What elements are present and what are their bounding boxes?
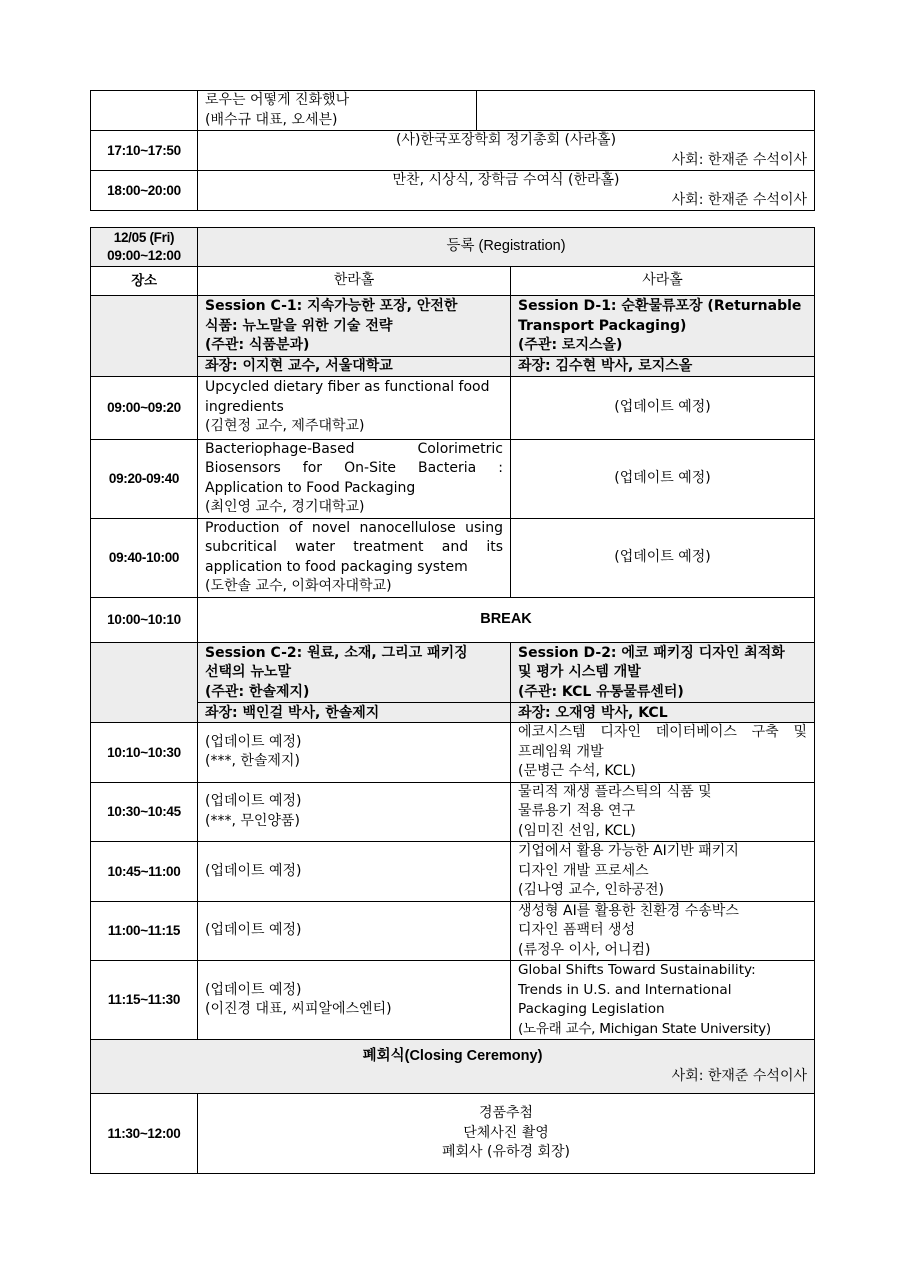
break-cell [198,597,815,642]
talk-title-line: application to food packaging system [205,558,468,575]
time-cell: 10:30~10:45 [91,782,198,842]
session-d1-chair: 좌장: 김수현 박사, 로지스올 [511,356,815,376]
session-c2-title [198,642,511,703]
session-d2-chair: 좌장: 오재영 박사, KCL [511,703,815,723]
table-row [91,642,815,703]
time-cell: 11:15~11:30 [91,961,198,1040]
session-title-line: 식품: 뉴노말을 위한 기술 전략 [205,317,393,334]
table-row [91,597,815,642]
table-row [91,1094,815,1174]
session-time-cell [91,296,198,377]
time-cell: 09:40-10:00 [91,518,198,597]
registration-time: 09:00~12:00 [107,248,181,263]
session-time-cell [91,642,198,723]
program-speaker: (배수규 대표, 오세븐) [205,111,338,128]
talk-cell: (업데이트 예정) [511,518,815,597]
talk-title-line: Global Shifts Toward Sustainability: [518,962,756,978]
event-host: 사회: 한재준 수석이사 [671,191,807,208]
time-cell: 10:10~10:30 [91,723,198,783]
registration-cell [198,228,815,267]
venue-label: 장소 [91,267,198,296]
session-d1-title [511,296,815,357]
table-row [91,961,815,1040]
table-row [91,91,815,131]
talk-cell [511,842,815,902]
table-row [91,723,815,783]
table-row [91,228,815,267]
talk-speaker: (최인영 교수, 경기대학교) [205,499,365,515]
talk-title-line: 에코시스템 디자인 데이터베이스 구축 및 [518,724,808,740]
talk-speaker: (***, 무인양품) [205,812,300,829]
day-schedule-table [90,227,815,1174]
table-row [91,901,815,961]
talk-title-line: Packaging Legislation [518,1001,665,1017]
session-title-line: 및 평가 시스템 개발 [518,664,641,680]
closing-item: 폐회사 (유하경 회장) [441,1144,571,1161]
talk-title-line: (업데이트 예정) [205,922,302,938]
talk-cell [511,901,815,961]
talk-title-line: Application to Food Packaging [205,479,416,496]
table-row [91,842,815,902]
closing-header-cell [91,1040,815,1094]
table-row [91,703,815,723]
time-cell [91,91,198,131]
session-title-line: Session C-1: 지속가능한 포장, 안전한 [205,298,458,314]
session-title-line: Transport Packaging) [518,317,687,334]
event-title: (사)한국포장학회 정기총회 (사라홀) [395,132,617,148]
talk-cell [511,961,815,1040]
event-host: 사회: 한재준 수석이사 [671,151,807,168]
session-c2-chair: 좌장: 백인걸 박사, 한솔제지 [198,703,511,723]
time-cell: 09:20-09:40 [91,439,198,518]
event-cell [198,131,815,171]
session-title-line: Session D-2: 에코 패키징 디자인 최적화 [518,644,785,661]
talk-cell: (업데이트 예정) [511,439,815,518]
table-row [91,296,815,357]
talk-speaker: (문병근 수석, KCL) [518,763,636,779]
talk-cell [198,518,511,597]
time-cell: 11:00~11:15 [91,901,198,961]
time-cell: 10:00~10:10 [91,597,198,642]
talk-cell [198,961,511,1040]
talk-speaker: (도한솔 교수, 이화여자대학교) [205,578,392,594]
talk-speaker: (***, 한솔제지) [205,753,300,770]
talk-title-line: 프레임웍 개발 [518,743,604,760]
talk-cell [198,782,511,842]
registration-label: 등록 (Registration) [446,238,566,255]
talk-cell [198,376,511,439]
session-d2-title [511,642,815,703]
talk-title-line: 디자인 개발 프로세스 [518,862,649,879]
talk-title-line: (업데이트 예정) [205,733,302,750]
previous-day-schedule-table [90,90,815,211]
talk-title-line: (업데이트 예정) [205,793,302,810]
session-organizer: (주관: KCL 유통물류센터) [518,683,684,700]
talk-title-line: 물류용기 적용 연구 [518,803,636,819]
talk-speaker: (김나영 교수, 인하공전) [518,882,664,898]
session-title-line: Session C-2: 원료, 소재, 그리고 패키징 [205,644,468,661]
table-row [91,356,815,376]
closing-items-cell [198,1094,815,1174]
talk-cell [511,782,815,842]
talk-title-line: Production of novel nanocellulose using [205,519,503,536]
talk-speaker: (임미진 선임, KCL) [518,822,636,839]
venue-b: 사라홀 [511,267,815,296]
program-cell [198,91,477,131]
talk-speaker: (김현정 교수, 제주대학교) [205,418,365,435]
session-organizer: (주관: 한솔제지) [205,683,310,700]
break-label: BREAK [480,610,532,627]
talk-cell [198,723,511,783]
talk-cell [198,842,511,902]
talk-title-line: Bacteriophage-Based Colorimetric [205,440,503,457]
talk-cell [198,901,511,961]
table-row [91,131,815,171]
talk-cell [198,439,511,518]
talk-title-line: Upcycled dietary fiber as functional food [205,379,490,396]
table-row [91,267,815,296]
talk-title-line: (업데이트 예정) [205,862,302,879]
table-row [91,376,815,439]
talk-speaker: (이진경 대표, 씨피알에스엔티) [205,1001,392,1017]
time-cell: 17:10~17:50 [91,131,198,171]
event-cell [198,171,815,211]
talk-title-line: 생성형 AI를 활용한 친환경 수송박스 [518,902,739,919]
talk-title-line: Biosensors for On-Site Bacteria : [205,460,503,476]
table-row [91,1040,815,1094]
time-cell: 11:30~12:00 [91,1094,198,1174]
table-row [91,518,815,597]
talk-title-line: subcritical water treatment and its [205,539,503,555]
closing-item: 경품추첨 [478,1105,534,1122]
time-cell: 09:00~09:20 [91,376,198,439]
session-c1-title [198,296,511,357]
talk-title-line: Trends in U.S. and International [518,981,732,998]
talk-title-line: 디자인 폼팩터 생성 [518,922,636,938]
time-cell: 10:45~11:00 [91,842,198,902]
talk-title-line: ingredients [205,398,284,415]
program-cell [477,91,815,131]
talk-title-line: (업데이트 예정) [205,981,302,998]
date-cell [91,228,198,267]
table-row [91,782,815,842]
date-label: 12/05 (Fri) [113,230,175,245]
program-line: 로우는 어떻게 진화했나 [205,92,350,108]
talk-speaker: (노유래 교수, Michigan State University) [518,1020,771,1037]
session-title-line: Session D-1: 순환물류포장 (Returnable [518,298,802,314]
session-c1-chair: 좌장: 이지현 교수, 서울대학교 [198,356,511,376]
session-organizer: (주관: 로지스올) [518,337,623,353]
table-row [91,171,815,211]
closing-title: 폐회식(Closing Ceremony) [362,1048,543,1064]
event-title: 만찬, 시상식, 장학금 수여식 (한라홀) [392,172,620,188]
talk-title-line: 기업에서 활용 가능한 AI기반 패키지 [518,843,739,859]
talk-speaker: (류정우 이사, 어니컴) [518,941,651,958]
talk-cell [511,723,815,783]
closing-item: 단체사진 촬영 [463,1124,549,1141]
venue-a: 한라홀 [198,267,511,296]
table-row [91,439,815,518]
talk-title-line: 물리적 재생 플라스틱의 식품 및 [518,783,712,800]
closing-host: 사회: 한재준 수석이사 [671,1067,808,1084]
time-cell: 18:00~20:00 [91,171,198,211]
talk-cell: (업데이트 예정) [511,376,815,439]
session-organizer: (주관: 식품분과) [205,337,310,353]
session-title-line: 선택의 뉴노말 [205,664,292,680]
